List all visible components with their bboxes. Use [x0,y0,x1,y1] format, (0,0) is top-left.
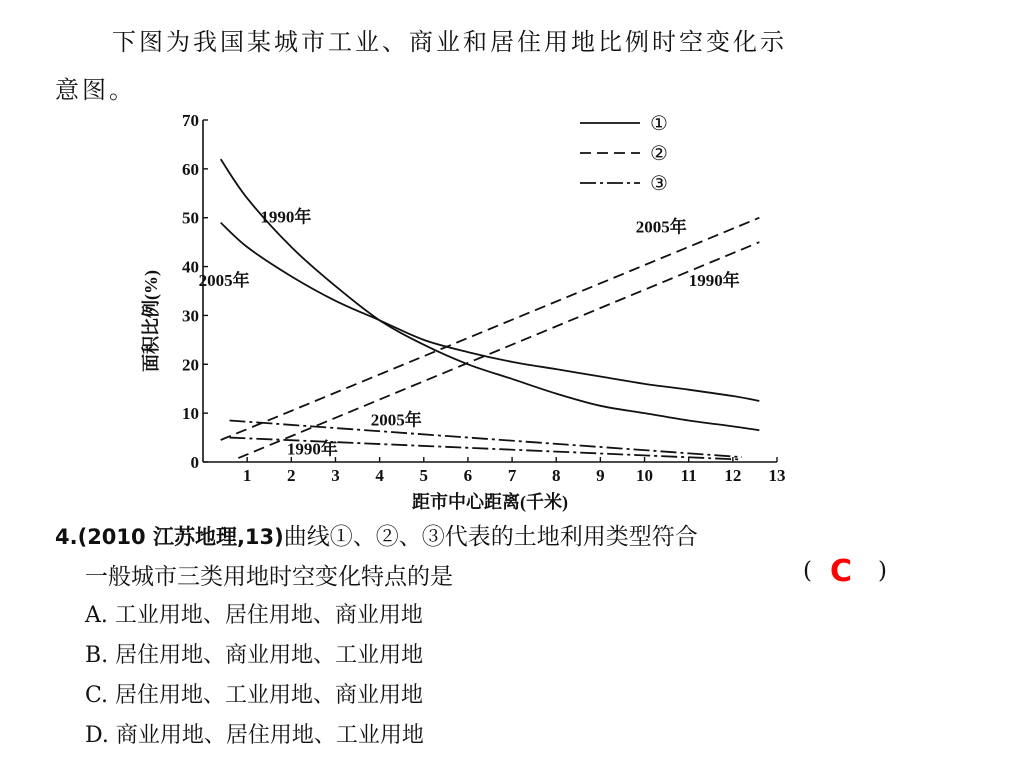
legend-label-2: ② [650,143,668,165]
question-source: (2010 江苏地理,13) [77,525,284,549]
x-tick-label: 9 [596,466,605,485]
series-line-1 [221,223,760,401]
y-tick-label: 30 [182,306,199,326]
x-tick-label: 10 [636,466,654,485]
question-stem: 曲线①、②、③代表的土地利用类型符合 [283,524,698,550]
x-tick-label: 1 [242,466,252,485]
question-stem-line2 [85,554,887,591]
x-tick-label: 5 [419,466,429,485]
x-tick-label: 12 [724,466,742,485]
y-tick-label: 60 [182,159,199,179]
x-axis-title: 距市中心距离(千米) [412,492,568,512]
y-tick-label: 20 [182,355,199,375]
series-year-label: 1990年 [260,207,312,227]
x-tick-label: 4 [375,466,384,485]
series-year-label: 2005年 [198,271,250,291]
series-line-2 [221,218,760,440]
y-axis-title: 面积比例(%) [141,270,161,372]
x-tick-label: 2 [287,466,296,485]
legend-label-1: ① [650,113,668,135]
series-year-label: 2005年 [370,410,422,430]
option-a: A. 工业用地、居住用地、商业用地 [85,603,423,628]
land-use-chart [135,110,785,515]
chart-legend [580,113,668,195]
x-tick-label: 8 [551,466,561,485]
chart-series [221,159,760,459]
chart-axes [203,120,777,462]
series-line-0 [221,159,760,430]
option-c: C. 居住用地、工业用地、商业用地 [85,683,424,708]
y-tick-label: 70 [182,111,199,130]
intro-line-1: 下图为我国某城市工业、商业和居住用地比例时空变化示 [112,28,787,56]
question-number: 4. [55,525,78,549]
x-tick-label: 3 [331,466,340,485]
option-b: B. 居住用地、商业用地、工业用地 [85,643,424,668]
y-tick-label: 10 [182,404,199,424]
legend-label-3: ③ [650,173,668,195]
chart-series-labels [199,207,740,459]
y-tick-label: 40 [182,257,199,277]
series-year-label: 1990年 [286,439,338,459]
question-block [55,518,955,748]
question-stem-2: 一般城市三类用地时空变化特点的是 [85,564,453,590]
series-year-label: 2005年 [635,217,687,237]
series-line-3 [238,242,759,458]
y-tick-label: 50 [182,208,199,228]
answer-paren-close: ) [878,558,887,584]
option-d: D. 商业用地、居住用地、工业用地 [85,723,424,748]
x-tick-label: 11 [680,466,697,485]
x-tick-label: 13 [768,466,785,485]
x-tick-label: 6 [463,466,473,485]
series-year-label: 1990年 [688,271,740,291]
y-tick-label: 0 [190,453,199,472]
x-tick-label: 7 [507,466,517,485]
answer-letter: C [830,554,853,589]
answer-paren-open: ( [803,558,812,584]
intro-line-2: 意图。 [55,76,136,104]
